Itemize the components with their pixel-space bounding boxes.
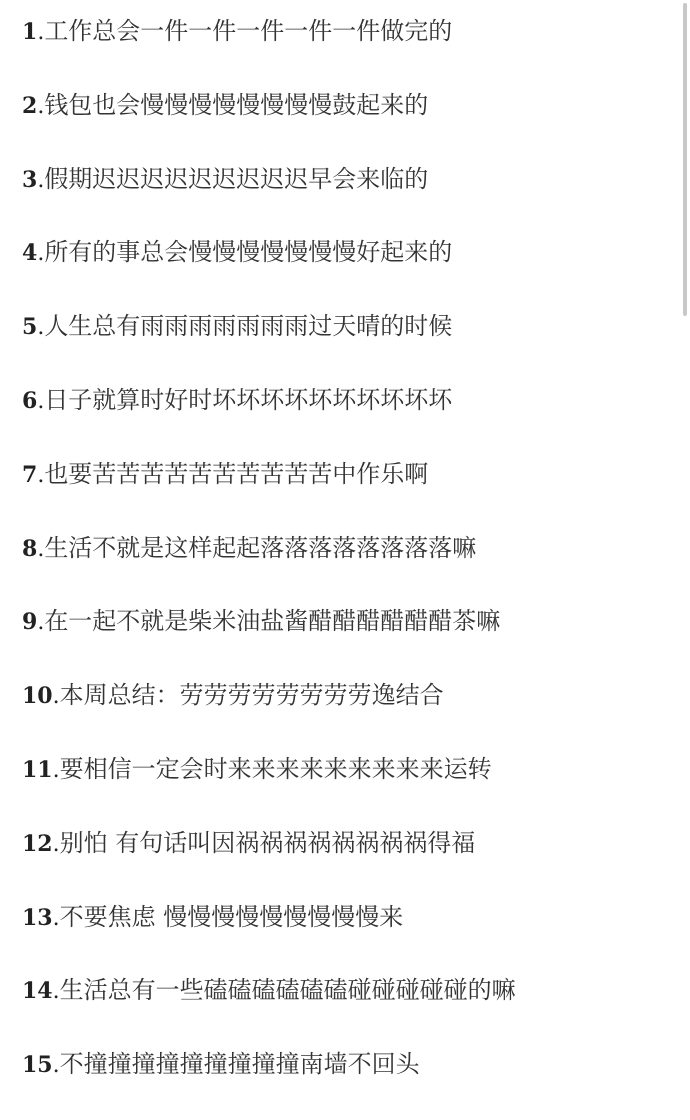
list-item xyxy=(22,456,672,530)
item-text: 也要苦苦苦苦苦苦苦苦苦苦中作乐啊 xyxy=(44,459,429,488)
item-number: 13 xyxy=(22,904,53,931)
item-number: 11 xyxy=(22,756,53,783)
item-number: 12 xyxy=(22,830,53,857)
item-separator: . xyxy=(37,167,45,193)
item-number: 5 xyxy=(22,314,38,341)
item-text: 工作总会一件一件一件一件一件做完的 xyxy=(44,17,453,45)
item-separator: . xyxy=(37,315,45,341)
item-text: 假期迟迟迟迟迟迟迟迟迟早会来临的 xyxy=(44,164,429,193)
item-separator: . xyxy=(52,831,60,857)
item-text: 要相信一定会时来来来来来来来来来运转 xyxy=(59,754,492,783)
list-item xyxy=(22,13,672,87)
list-item xyxy=(22,677,672,751)
item-text: 在一起不就是柴米油盐酱醋醋醋醋醋醋茶嘛 xyxy=(44,607,501,636)
list-item xyxy=(22,972,672,1046)
item-number: 2 xyxy=(22,92,38,119)
list-item xyxy=(22,899,672,973)
list-item xyxy=(22,1046,672,1120)
item-separator: . xyxy=(37,93,45,119)
list-item xyxy=(22,825,672,899)
list-item xyxy=(22,234,672,308)
item-number: 1 xyxy=(22,19,38,45)
item-separator: . xyxy=(52,757,60,783)
item-separator: . xyxy=(37,20,45,45)
item-separator: . xyxy=(37,536,45,562)
item-number: 8 xyxy=(22,535,38,562)
list-item xyxy=(22,603,672,677)
item-text: 不撞撞撞撞撞撞撞撞撞南墙不回头 xyxy=(59,1050,420,1079)
item-number: 14 xyxy=(22,978,53,1005)
vertical-scrollbar[interactable] xyxy=(683,3,687,316)
item-separator: . xyxy=(52,684,60,710)
item-number: 15 xyxy=(22,1052,53,1079)
item-text: 不要焦虑 慢慢慢慢慢慢慢慢慢来 xyxy=(59,902,404,931)
item-number: 10 xyxy=(22,683,53,710)
list-item xyxy=(22,382,672,456)
item-text: 本周总结：劳劳劳劳劳劳劳劳逸结合 xyxy=(59,681,444,710)
item-number: 9 xyxy=(22,609,38,636)
list-item xyxy=(22,308,672,382)
item-number: 7 xyxy=(22,461,38,488)
item-number: 4 xyxy=(22,240,38,267)
item-separator: . xyxy=(37,610,45,636)
list-item xyxy=(22,751,672,825)
item-text: 钱包也会慢慢慢慢慢慢慢慢鼓起来的 xyxy=(44,90,429,119)
item-text: 生活不就是这样起起落落落落落落落落嘛 xyxy=(44,533,477,562)
item-text: 日子就算时好时坏坏坏坏坏坏坏坏坏坏 xyxy=(44,385,453,414)
item-text: 生活总有一些磕磕磕磕磕磕碰碰碰碰碰的嘛 xyxy=(59,976,516,1005)
list-item xyxy=(22,530,672,604)
item-text: 人生总有雨雨雨雨雨雨雨过天晴的时候 xyxy=(44,312,453,341)
list-item xyxy=(22,161,672,235)
item-number: 6 xyxy=(22,387,38,414)
item-number: 3 xyxy=(22,166,38,193)
item-separator: . xyxy=(52,905,60,931)
numbered-list xyxy=(22,13,672,1120)
item-text: 别怕 有句话叫因祸祸祸祸祸祸祸祸得福 xyxy=(59,828,476,857)
item-separator: . xyxy=(37,241,45,267)
item-separator: . xyxy=(37,388,45,414)
list-item xyxy=(22,87,672,161)
item-text: 所有的事总会慢慢慢慢慢慢慢好起来的 xyxy=(44,238,453,267)
item-separator: . xyxy=(37,462,45,488)
item-separator: . xyxy=(52,979,60,1005)
item-separator: . xyxy=(52,1053,60,1079)
